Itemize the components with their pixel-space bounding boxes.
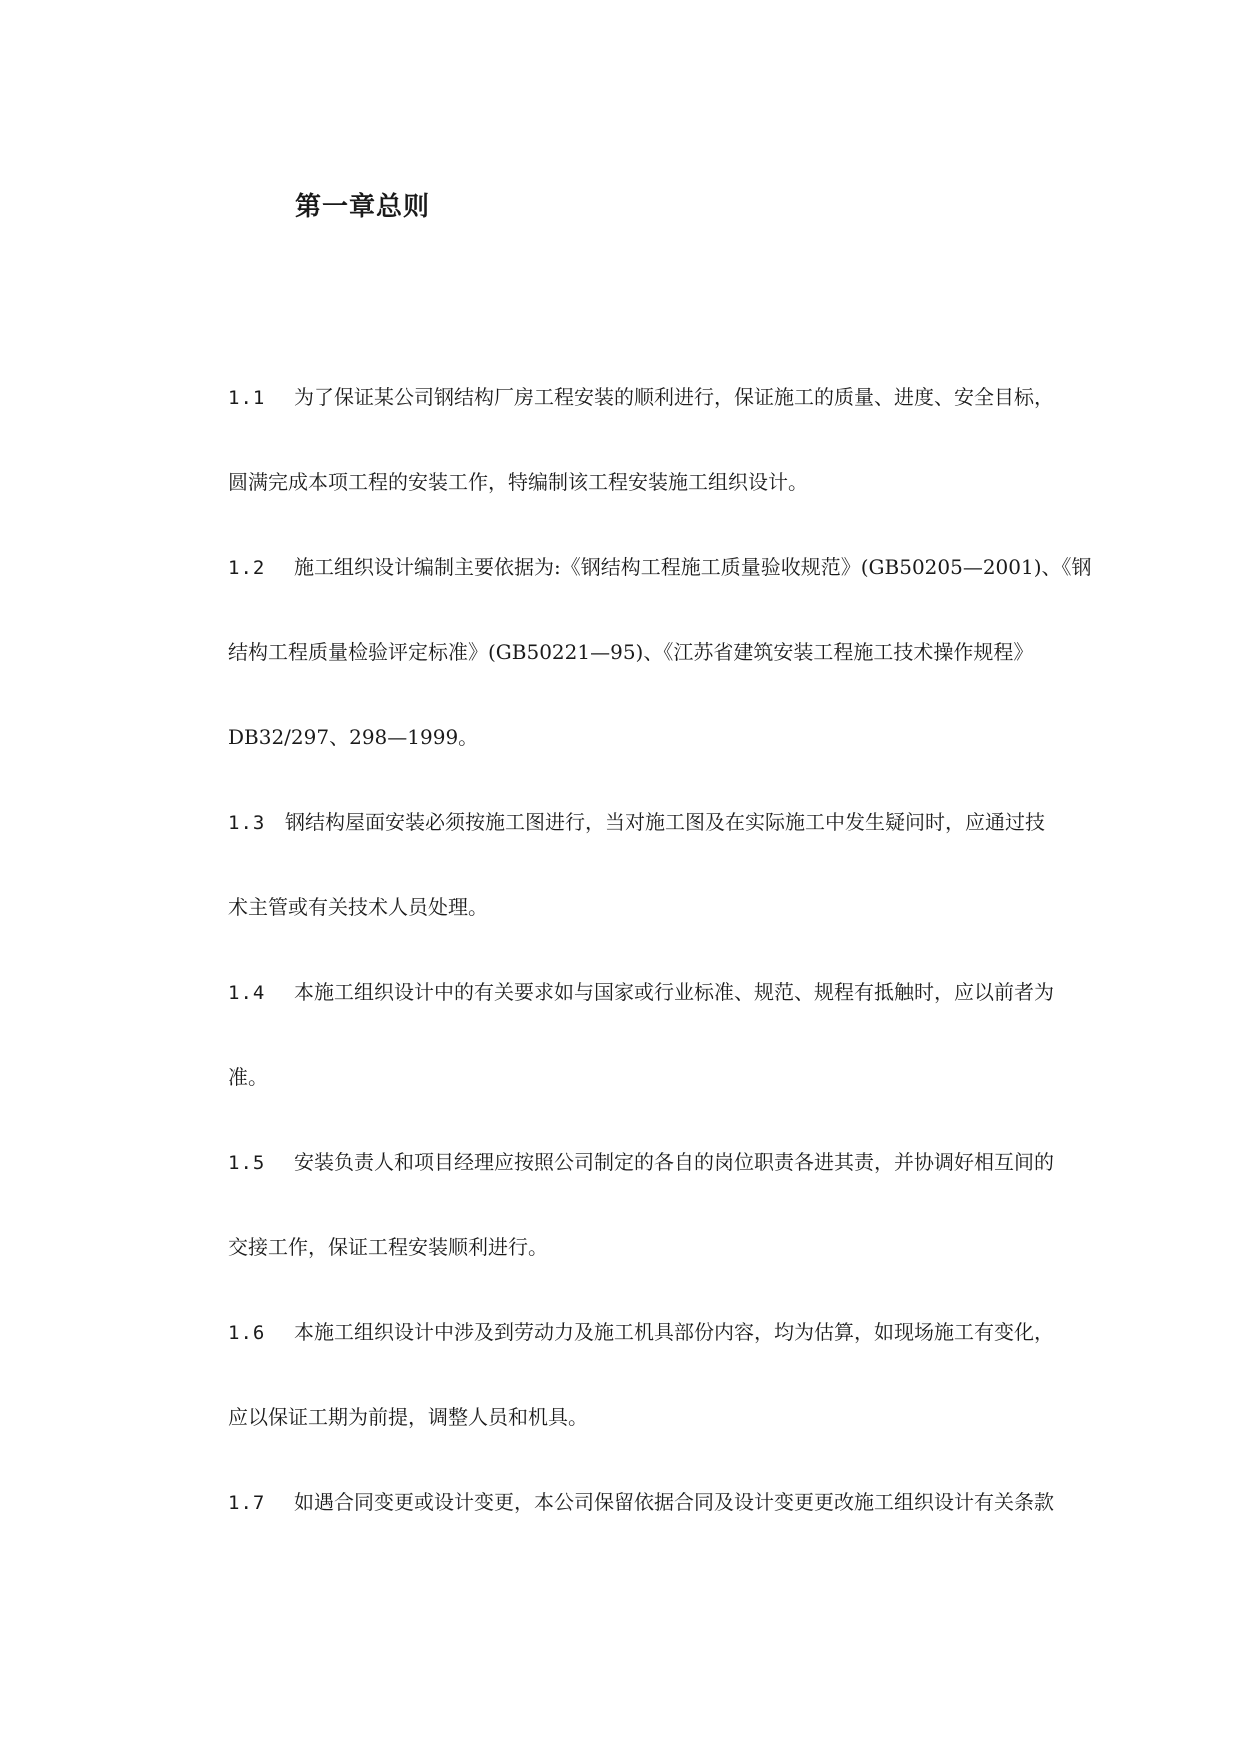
clause-1-5-line-2 [228,1233,548,1261]
clause-1-5-line-1 [228,1148,1054,1177]
clause-text: 圆满完成本项工程的安装工作，特编制该工程安装施工组织设计。 [228,470,808,494]
clause-1-1-line-1 [228,383,1054,412]
clause-text: 术主管或有关技术人员处理。 [228,895,488,919]
clause-1-6-line-1 [228,1318,1054,1347]
clause-text: 准。 [228,1065,268,1089]
clause-number: 1.4 [228,982,266,1004]
clause-1-6-line-2 [228,1403,588,1431]
clause-1-4-line-1 [228,978,1054,1007]
clause-text: 安装负责人和项目经理应按照公司制定的各自的岗位职责各进其责，并协调好相互间的 [294,1150,1054,1174]
clause-1-1-line-2 [228,468,808,496]
clause-number: 1.3 [228,812,266,834]
clause-1-7-line-1 [228,1488,1054,1517]
clause-text: 本施工组织设计中涉及到劳动力及施工机具部份内容，均为估算，如现场施工有变化， [294,1320,1054,1344]
clause-1-2-line-1 [228,553,1092,582]
clause-text: 交接工作，保证工程安装顺利进行。 [228,1235,548,1259]
clause-number: 1.5 [228,1152,266,1174]
clause-1-2-line-3 [228,723,478,751]
clause-number: 1.6 [228,1322,266,1344]
clause-1-3-line-2 [228,893,488,921]
clause-text: DB32/297、298—1999。 [228,725,479,749]
clause-text: 钢结构屋面安装必须按施工图进行，当对施工图及在实际施工中发生疑问时，应通过技 [285,810,1045,834]
clause-text: 本施工组织设计中的有关要求如与国家或行业标准、规范、规程有抵触时，应以前者为 [294,980,1054,1004]
clause-number: 1.2 [228,557,266,579]
clause-number: 1.1 [228,387,266,409]
clause-text: 应以保证工期为前提，调整人员和机具。 [228,1405,588,1429]
clause-text: 如遇合同变更或设计变更，本公司保留依据合同及设计变更更改施工组织设计有关条款 [294,1490,1054,1514]
chapter-title: 第一章总则 [295,192,431,222]
clause-text: 为了保证某公司钢结构厂房工程安装的顺利进行，保证施工的质量、进度、安全目标， [294,385,1054,409]
clause-1-4-line-2 [228,1063,268,1091]
clause-text: 施工组织设计编制主要依据为:《钢结构工程施工质量验收规范》(GB50205—2001)、《钢 [294,555,1092,579]
clause-text: 结构工程质量检验评定标准》(GB50221—95)、《江苏省建筑安装工程施工技术操作规程》 [228,640,1034,664]
clause-1-3-line-1 [228,808,1045,837]
clause-number: 1.7 [228,1492,266,1514]
clause-1-2-line-2 [228,638,1033,666]
